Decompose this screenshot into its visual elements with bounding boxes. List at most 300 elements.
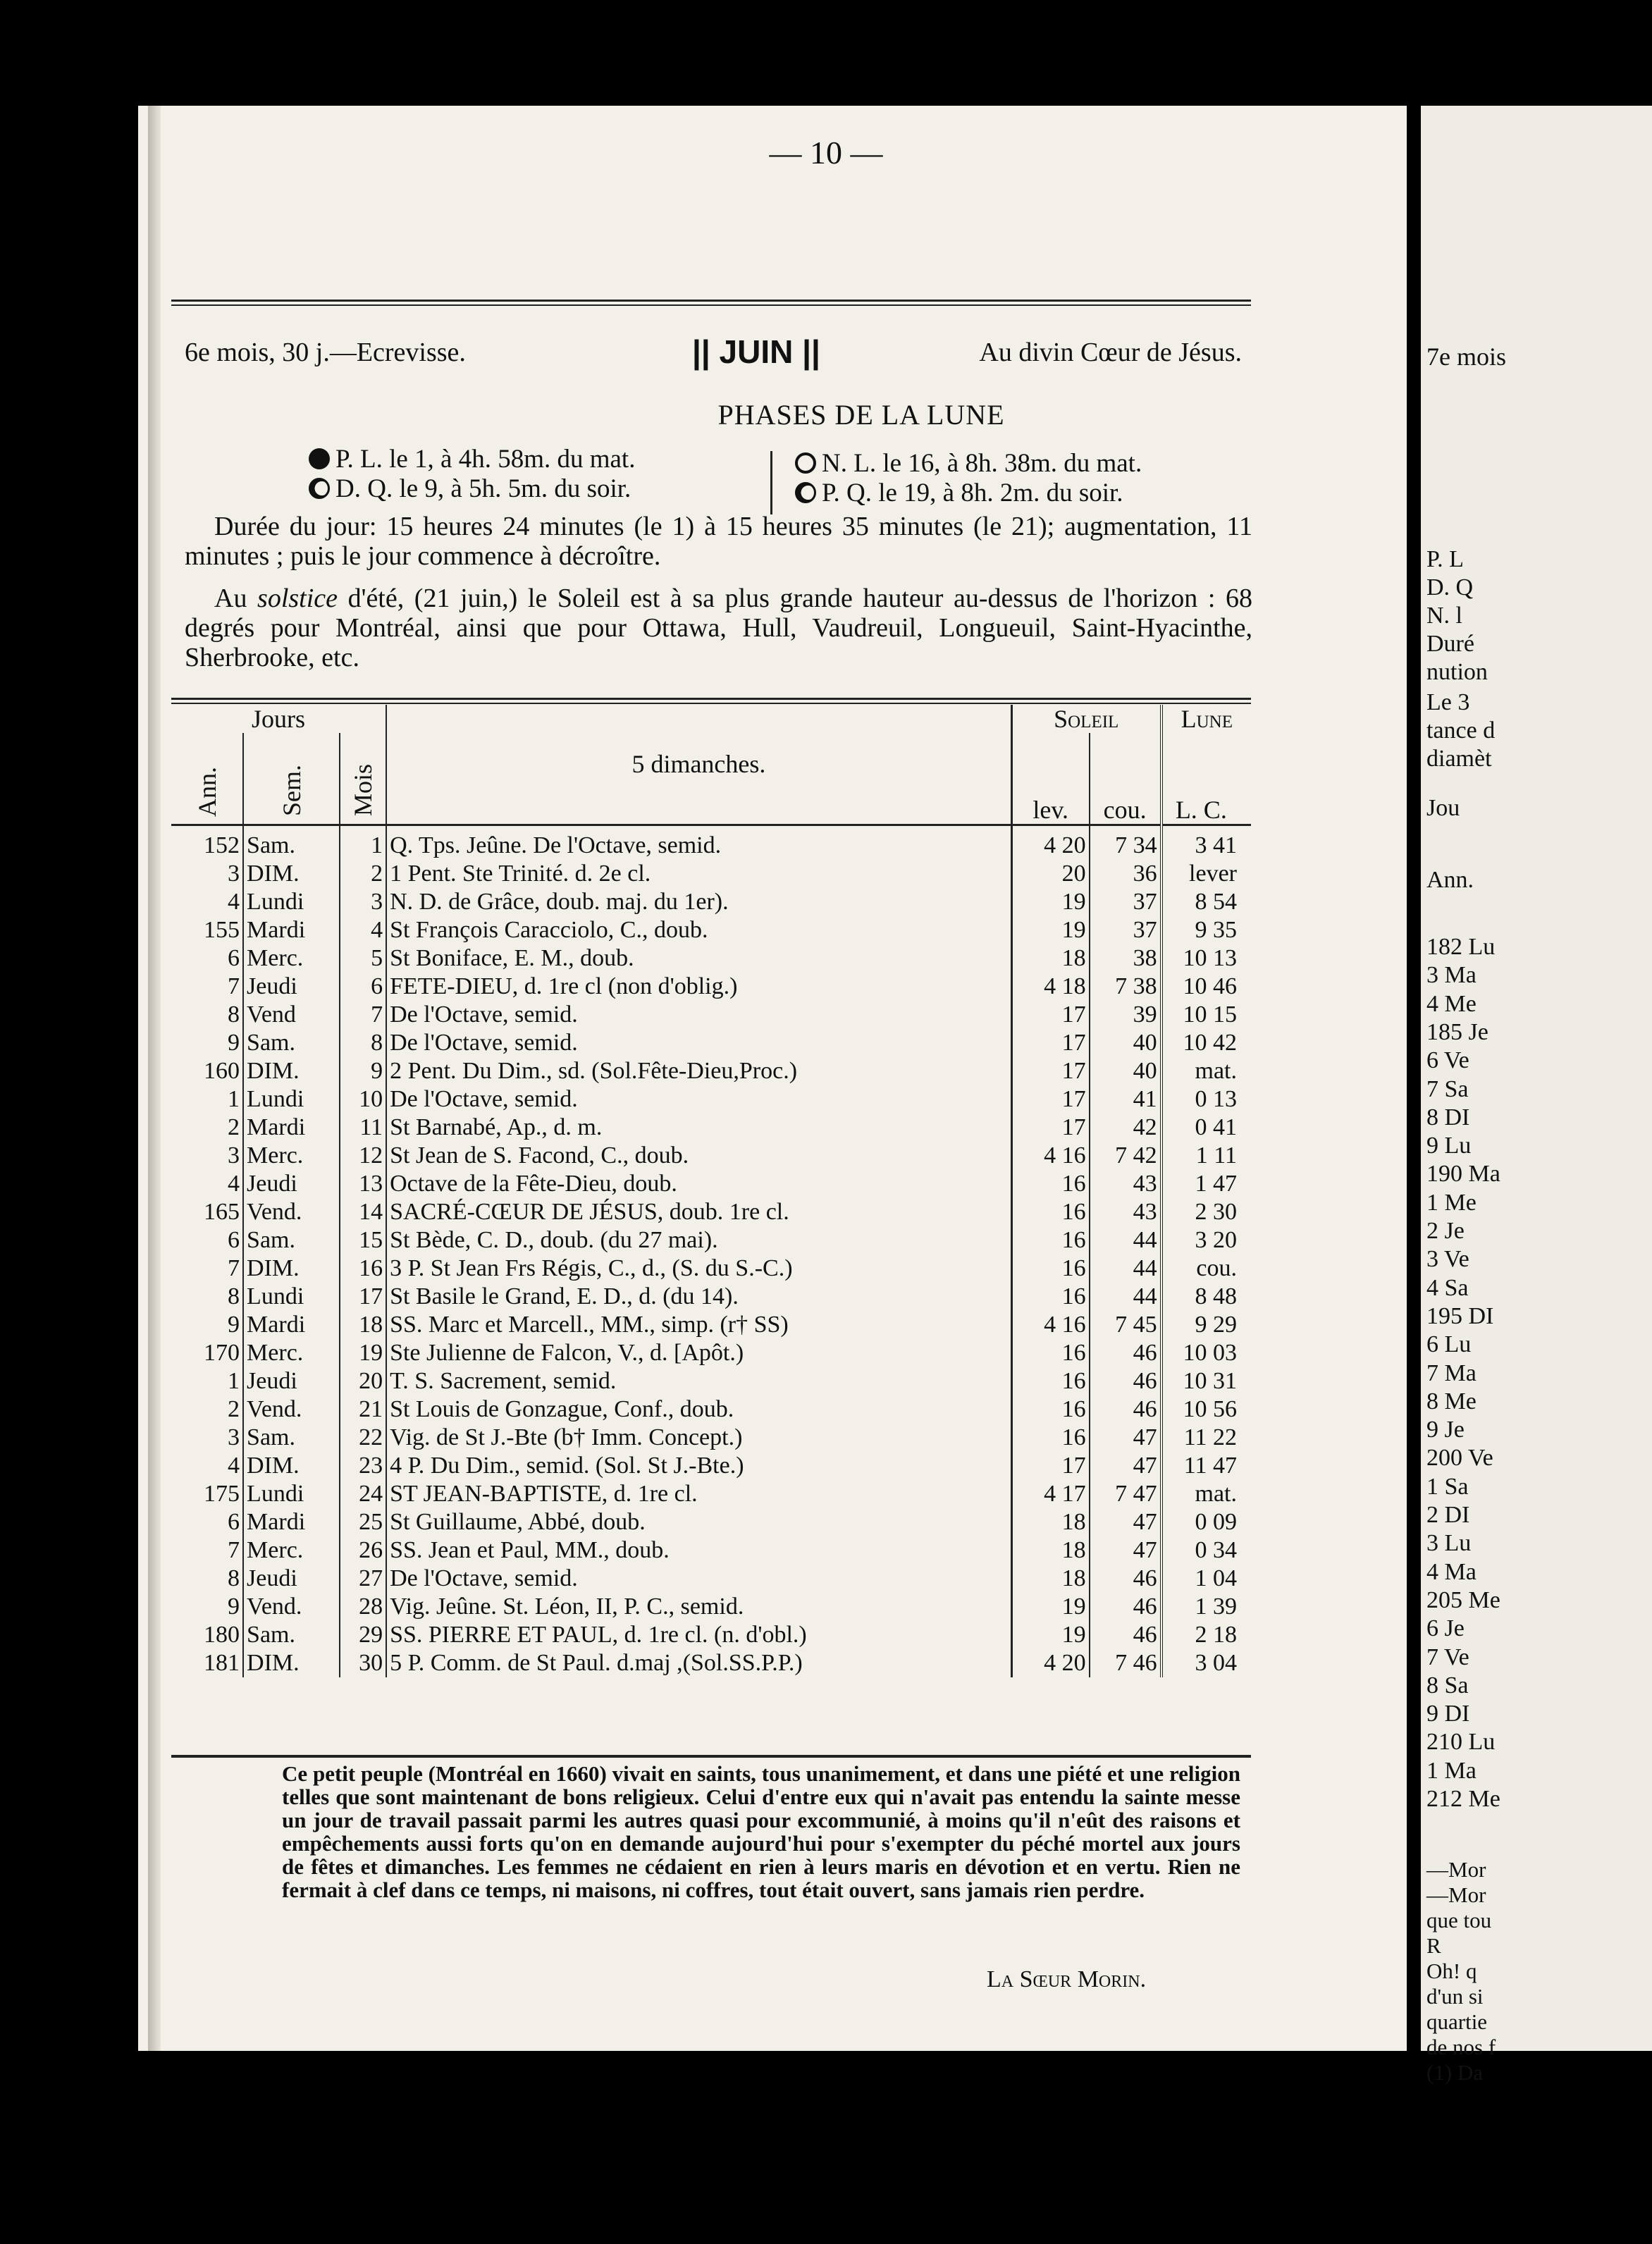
row-sem: Mardi	[243, 1114, 340, 1142]
row-lever: 4 16	[1011, 1311, 1089, 1339]
row-lever: 16	[1011, 1283, 1089, 1311]
row-ann: 7	[171, 973, 243, 1001]
quarter-moon-icon	[309, 478, 330, 499]
table-row	[171, 1198, 1251, 1226]
right-page-line: 8 Sa	[1426, 1672, 1469, 1699]
table-row	[171, 944, 1251, 973]
table-row	[171, 1339, 1251, 1367]
right-page-line: nution	[1426, 659, 1488, 685]
row-entry: 5 P. Comm. de St Paul. d.maj ,(Sol.SS.P.P.)	[386, 1649, 1011, 1677]
right-page-line: de nos f	[1426, 2035, 1496, 2059]
top-rule	[171, 300, 1251, 306]
row-lune: 2 30	[1195, 1198, 1237, 1225]
table-row	[171, 1226, 1251, 1254]
right-page-line: N. l	[1426, 603, 1462, 629]
row-ann: 3	[171, 860, 243, 888]
row-entry: ST JEAN-BAPTISTE, d. 1re cl.	[386, 1480, 1011, 1508]
right-page-line: 1 Sa	[1426, 1473, 1469, 1500]
row-lune: 11 22	[1183, 1424, 1237, 1450]
table-row	[171, 1085, 1251, 1114]
row-lever: 4 20	[1011, 825, 1089, 860]
row-mois: 20	[340, 1367, 386, 1395]
row-lever: 19	[1011, 916, 1089, 944]
row-lever: 16	[1011, 1339, 1089, 1367]
row-mois: 22	[340, 1424, 386, 1452]
row-mois: 17	[340, 1283, 386, 1311]
right-page-line: 9 DI	[1426, 1701, 1470, 1727]
row-sem: Mardi	[243, 916, 340, 944]
row-mois: 8	[340, 1029, 386, 1057]
table-row	[171, 1565, 1251, 1593]
row-coucher: 40	[1090, 1057, 1161, 1085]
right-page-header: 7e mois	[1426, 343, 1506, 371]
phase-full-moon	[309, 444, 635, 474]
row-sem: Sam.	[243, 1029, 340, 1057]
row-mois: 26	[340, 1536, 386, 1565]
row-ann: 8	[171, 1565, 243, 1593]
table-row	[171, 1114, 1251, 1142]
jours-header: Jours	[171, 705, 386, 733]
row-entry: T. S. Sacrement, semid.	[386, 1367, 1011, 1395]
full-moon-icon	[309, 448, 330, 469]
row-coucher: 39	[1090, 1001, 1161, 1029]
table-row	[171, 1283, 1251, 1311]
row-coucher: 46	[1090, 1565, 1161, 1593]
row-coucher: 7 34	[1090, 825, 1161, 860]
row-lever: 16	[1011, 1198, 1089, 1226]
row-coucher: 46	[1090, 1395, 1161, 1424]
row-sem: Lundi	[243, 1085, 340, 1114]
row-mois: 25	[340, 1508, 386, 1536]
row-lune: 3 20	[1195, 1226, 1237, 1253]
row-mois: 29	[340, 1621, 386, 1649]
row-sem: Merc.	[243, 1142, 340, 1170]
row-entry: SS. Jean et Paul, MM., doub.	[386, 1536, 1011, 1565]
row-lune: 10 13	[1183, 944, 1237, 971]
solstice-paragraph	[185, 584, 1252, 672]
right-page-line: Le 3	[1426, 689, 1470, 715]
day-length-paragraph: Durée du jour: 15 heures 24 minutes (le 1) à 15 heures 35 minutes (le 21); augmentation, 11 minutes ; puis le jour commence à décroître.	[185, 512, 1252, 571]
row-coucher: 46	[1090, 1367, 1161, 1395]
row-entry: St Barnabé, Ap., d. m.	[386, 1114, 1011, 1142]
right-page-line: que tou	[1426, 1908, 1492, 1932]
row-entry: Ste Julienne de Falcon, V., d. [Apôt.)	[386, 1339, 1011, 1367]
row-lune: 10 42	[1183, 1029, 1237, 1056]
right-page-line: tance d	[1426, 717, 1496, 744]
row-lune: 9 29	[1195, 1311, 1237, 1338]
solstice-rest: d'été, (21 juin,) le Soleil est à sa plus grande hauteur au-dessus de l'horizon : 68 degrés pour Montréal, ainsi que pour Ottawa, Hull, Vaudreuil, Longueuil, Saint-Hyacinthe, Sherbrooke, etc.	[185, 584, 1252, 672]
row-coucher: 47	[1090, 1424, 1161, 1452]
row-entry: FETE-DIEU, d. 1re cl (non d'oblig.)	[386, 973, 1011, 1001]
row-sem: Jeudi	[243, 1367, 340, 1395]
row-entry: St Boniface, E. M., doub.	[386, 944, 1011, 973]
row-ann: 6	[171, 944, 243, 973]
row-lever: 17	[1011, 1029, 1089, 1057]
row-ann: 165	[171, 1198, 243, 1226]
row-coucher: 7 38	[1090, 973, 1161, 1001]
row-lune: 0 34	[1195, 1536, 1237, 1563]
soleil-header: Soleil	[1011, 705, 1161, 733]
solstice-word: solstice	[257, 584, 338, 613]
right-page-line: 200 Ve	[1426, 1445, 1493, 1472]
table-row	[171, 1593, 1251, 1621]
row-coucher: 47	[1090, 1452, 1161, 1480]
row-mois: 2	[340, 860, 386, 888]
right-page-line: quartie	[1426, 2009, 1488, 2034]
row-entry: De l'Octave, semid.	[386, 1085, 1011, 1114]
row-lune: 0 09	[1195, 1508, 1237, 1535]
row-sem: Jeudi	[243, 1565, 340, 1593]
right-page-line: 182 Lu	[1426, 934, 1496, 960]
row-lever: 18	[1011, 1508, 1089, 1536]
row-mois: 16	[340, 1254, 386, 1283]
row-ann: 8	[171, 1283, 243, 1311]
row-coucher: 7 47	[1090, 1480, 1161, 1508]
phases-title: PHASES DE LA LUNE	[717, 399, 1005, 431]
row-ann: 1	[171, 1085, 243, 1114]
row-lever: 18	[1011, 1565, 1089, 1593]
row-ann: 180	[171, 1621, 243, 1649]
right-page-line: 195 DI	[1426, 1302, 1494, 1329]
right-page-line: 190 Ma	[1426, 1161, 1500, 1188]
row-sem: DIM.	[243, 1649, 340, 1677]
row-lune: 0 13	[1195, 1085, 1237, 1112]
calendar-table	[171, 705, 1251, 1677]
row-lever: 16	[1011, 1254, 1089, 1283]
phase-separator	[770, 451, 772, 514]
row-coucher: 47	[1090, 1508, 1161, 1536]
row-entry: St Jean de S. Facond, C., doub.	[386, 1142, 1011, 1170]
right-page-line: 2 Je	[1426, 1218, 1465, 1244]
table-row	[171, 1367, 1251, 1395]
row-entry: St Basile le Grand, E. D., d. (du 14).	[386, 1283, 1011, 1311]
calendar-body	[171, 825, 1251, 1677]
row-lever: 17	[1011, 1452, 1089, 1480]
row-sem: DIM.	[243, 860, 340, 888]
row-mois: 12	[340, 1142, 386, 1170]
right-page-line: 3 Ve	[1426, 1246, 1469, 1273]
table-row	[171, 825, 1251, 860]
row-mois: 14	[340, 1198, 386, 1226]
row-mois: 28	[340, 1593, 386, 1621]
row-mois: 15	[340, 1226, 386, 1254]
row-ann: 8	[171, 1001, 243, 1029]
right-page-line: —Mor	[1426, 1857, 1486, 1882]
row-mois: 4	[340, 916, 386, 944]
table-bottom-rule	[171, 1755, 1251, 1758]
table-row	[171, 1254, 1251, 1283]
row-mois: 23	[340, 1452, 386, 1480]
right-page-line: d'un si	[1426, 1984, 1484, 2009]
right-page-line: 8 DI	[1426, 1104, 1470, 1130]
row-sem: Merc.	[243, 944, 340, 973]
table-row	[171, 1001, 1251, 1029]
row-lune: 11 47	[1183, 1452, 1237, 1479]
row-sem: Sam.	[243, 1226, 340, 1254]
row-ann: 2	[171, 1114, 243, 1142]
row-lever: 17	[1011, 1057, 1089, 1085]
lev-header: lev.	[1011, 733, 1089, 825]
row-lune: 1 11	[1195, 1142, 1237, 1169]
row-coucher: 43	[1090, 1170, 1161, 1198]
row-sem: Mardi	[243, 1508, 340, 1536]
row-mois: 10	[340, 1085, 386, 1114]
row-coucher: 44	[1090, 1254, 1161, 1283]
phase-nl-text: N. L. le 16, à 8h. 38m. du mat.	[822, 449, 1142, 478]
table-row	[171, 1142, 1251, 1170]
phase-pq-text: P. Q. le 19, à 8h. 2m. du soir.	[822, 479, 1123, 507]
row-sem: Sam.	[243, 1621, 340, 1649]
right-page-line: 205 Me	[1426, 1586, 1500, 1613]
row-entry: Vig. Jeûne. St. Léon, II, P. C., semid.	[386, 1593, 1011, 1621]
phase-first-quarter	[795, 478, 1123, 508]
row-entry: 3 P. St Jean Frs Régis, C., d., (S. du S.-C.)	[386, 1254, 1011, 1283]
row-lune: 10 56	[1183, 1395, 1237, 1422]
row-lune: 1 39	[1195, 1593, 1237, 1620]
row-entry: De l'Octave, semid.	[386, 1001, 1011, 1029]
row-coucher: 42	[1090, 1114, 1161, 1142]
phase-pl-text: P. L. le 1, à 4h. 58m. du mat.	[335, 445, 636, 474]
right-page-line: 2 DI	[1426, 1502, 1470, 1528]
mois-label: Mois	[349, 764, 378, 817]
row-coucher: 47	[1090, 1536, 1161, 1565]
right-page-line: D. Q	[1426, 574, 1474, 600]
ann-header	[171, 733, 243, 825]
row-coucher: 40	[1090, 1029, 1161, 1057]
row-ann: 4	[171, 1170, 243, 1198]
right-page-line: —Mor	[1426, 1882, 1486, 1907]
quarter-moon-icon	[795, 482, 816, 503]
row-mois: 27	[340, 1565, 386, 1593]
row-sem: DIM.	[243, 1452, 340, 1480]
row-sem: DIM.	[243, 1254, 340, 1283]
table-top-rule	[171, 698, 1251, 704]
row-entry: 2 Pent. Du Dim., sd. (Sol.Fête-Dieu,Proc.)	[386, 1057, 1011, 1085]
row-entry: N. D. de Grâce, doub. maj. du 1er).	[386, 888, 1011, 916]
row-entry: St Bède, C. D., doub. (du 27 mai).	[386, 1226, 1011, 1254]
row-lever: 19	[1011, 888, 1089, 916]
row-coucher: 36	[1090, 860, 1161, 888]
row-coucher: 38	[1090, 944, 1161, 973]
row-mois: 30	[340, 1649, 386, 1677]
sem-label: Sem.	[277, 765, 306, 817]
right-page-line: 6 Je	[1426, 1615, 1465, 1642]
table-row	[171, 1536, 1251, 1565]
right-page-line: 1 Ma	[1426, 1757, 1477, 1784]
row-coucher: 44	[1090, 1283, 1161, 1311]
row-ann: 175	[171, 1480, 243, 1508]
row-ann: 170	[171, 1339, 243, 1367]
row-lune: 3 04	[1195, 1649, 1237, 1676]
row-lune: 8 48	[1195, 1283, 1237, 1309]
row-sem: Mardi	[243, 1311, 340, 1339]
row-mois: 5	[340, 944, 386, 973]
page-spine	[148, 106, 161, 2051]
signature: La Sœur Morin.	[987, 1966, 1147, 1992]
row-ann: 6	[171, 1226, 243, 1254]
row-lever: 16	[1011, 1170, 1089, 1198]
row-entry: SACRÉ-CŒUR DE JÉSUS, doub. 1re cl.	[386, 1198, 1011, 1226]
ann-label: Ann.	[192, 766, 221, 817]
row-entry: De l'Octave, semid.	[386, 1029, 1011, 1057]
row-coucher: 46	[1090, 1621, 1161, 1649]
row-sem: Jeudi	[243, 1170, 340, 1198]
row-sem: Vend	[243, 1001, 340, 1029]
row-mois: 21	[340, 1395, 386, 1424]
right-page-line: 6 Ve	[1426, 1047, 1469, 1074]
row-entry: St François Caracciolo, C., doub.	[386, 916, 1011, 944]
row-mois: 24	[340, 1480, 386, 1508]
right-page-line: 185 Je	[1426, 1018, 1488, 1045]
row-lune: mat.	[1195, 1480, 1237, 1507]
row-ann: 160	[171, 1057, 243, 1085]
right-page-line: 4 Sa	[1426, 1274, 1469, 1301]
row-lever: 17	[1011, 1001, 1089, 1029]
row-mois: 11	[340, 1114, 386, 1142]
row-lever: 18	[1011, 944, 1089, 973]
row-entry: SS. Marc et Marcell., MM., simp. (r† SS)	[386, 1311, 1011, 1339]
table-row	[171, 1452, 1251, 1480]
right-page-line: 9 Lu	[1426, 1133, 1472, 1159]
right-page-fragment	[1421, 106, 1652, 2085]
row-sem: Sam.	[243, 1424, 340, 1452]
row-coucher: 37	[1090, 888, 1161, 916]
row-ann: 9	[171, 1311, 243, 1339]
sem-header	[243, 733, 340, 825]
lune-header: Lune	[1181, 705, 1233, 733]
phase-new-moon	[795, 448, 1142, 479]
right-page-line: 3 Ma	[1426, 962, 1477, 989]
row-lune: 10 46	[1183, 973, 1237, 999]
page-number: — 10 —	[769, 135, 883, 171]
row-sem: Merc.	[243, 1339, 340, 1367]
row-lune: lever	[1189, 860, 1237, 887]
table-header-row	[171, 705, 1251, 733]
row-lune: 8 54	[1195, 888, 1237, 915]
footnote-quote: Ce petit peuple (Montréal en 1660) vivait en saints, tous unanimement, et dans une piété et une religion telles que sont maintenant de bons religieux. Celui d'entre eux qui n'avait pas entendu la sainte messe un jour de travail passait parmi les autres quasi pour excommunié, à moins qu'il n'eût des raisons et empêchements aussi forts qu'on en demande aujourd'hui pour s'exempter du péché mortel aux jours de fêtes et dimanches. Les femmes ne cédaient en rien à leurs maris en dévotion et en vertu. Rien ne fermait à clef dans ce temps, ni maisons, ni coffres, tout était ouvert, sans jamais rien perdre.	[282, 1761, 1240, 1902]
row-coucher: 37	[1090, 916, 1161, 944]
table-row	[171, 1029, 1251, 1057]
row-entry: 4 P. Du Dim., semid. (Sol. St J.-Bte.)	[386, 1452, 1011, 1480]
row-coucher: 7 42	[1090, 1142, 1161, 1170]
row-entry: St Guillaume, Abbé, doub.	[386, 1508, 1011, 1536]
right-page-line: diamèt	[1426, 746, 1492, 772]
row-ann: 6	[171, 1508, 243, 1536]
row-entry: Octave de la Fête-Dieu, doub.	[386, 1170, 1011, 1198]
row-coucher: 46	[1090, 1339, 1161, 1367]
right-page-line: 9 Je	[1426, 1417, 1465, 1443]
table-row	[171, 860, 1251, 888]
row-lever: 19	[1011, 1593, 1089, 1621]
row-entry: 1 Pent. Ste Trinité. d. 2e cl.	[386, 860, 1011, 888]
row-lune: 10 15	[1183, 1001, 1237, 1028]
row-coucher: 7 46	[1090, 1649, 1161, 1677]
table-row	[171, 1649, 1251, 1677]
table-row	[171, 1311, 1251, 1339]
row-sem: Lundi	[243, 888, 340, 916]
header-right: Au divin Cœur de Jésus.	[979, 338, 1242, 367]
row-lever: 4 16	[1011, 1142, 1089, 1170]
right-page-line: 4 Me	[1426, 990, 1477, 1017]
table-row	[171, 1508, 1251, 1536]
row-ann: 3	[171, 1142, 243, 1170]
row-sem: Jeudi	[243, 973, 340, 1001]
row-lever: 16	[1011, 1424, 1089, 1452]
row-coucher: 43	[1090, 1198, 1161, 1226]
row-lever: 4 17	[1011, 1480, 1089, 1508]
header-month: || JUIN ||	[692, 333, 820, 370]
row-lune: 10 03	[1183, 1339, 1237, 1366]
row-lune: 10 31	[1183, 1367, 1237, 1394]
phase-dq-text: D. Q. le 9, à 5h. 5m. du soir.	[335, 474, 631, 503]
row-mois: 19	[340, 1339, 386, 1367]
row-lever: 16	[1011, 1367, 1089, 1395]
right-page-line: (1) Da	[1426, 2060, 1484, 2085]
row-mois: 18	[340, 1311, 386, 1339]
header-left: 6e mois, 30 j.—Ecrevisse.	[185, 338, 466, 367]
new-moon-icon	[795, 452, 816, 474]
row-lever: 4 18	[1011, 973, 1089, 1001]
row-entry: Q. Tps. Jeûne. De l'Octave, semid.	[386, 825, 1011, 860]
right-page-line: 210 Lu	[1426, 1729, 1496, 1756]
row-lune: 1 47	[1195, 1170, 1237, 1197]
row-ann: 152	[171, 825, 243, 860]
row-lever: 18	[1011, 1536, 1089, 1565]
phase-last-quarter	[309, 474, 631, 504]
cou-header: cou.	[1090, 733, 1161, 825]
row-ann: 4	[171, 1452, 243, 1480]
row-sem: Lundi	[243, 1480, 340, 1508]
row-lune: mat.	[1195, 1057, 1237, 1084]
row-lever: 4 20	[1011, 1649, 1089, 1677]
row-lune: 3 41	[1195, 832, 1237, 858]
right-page-line: Oh! q	[1426, 1959, 1477, 1983]
row-mois: 13	[340, 1170, 386, 1198]
row-entry: SS. PIERRE ET PAUL, d. 1re cl. (n. d'obl.)	[386, 1621, 1011, 1649]
row-entry: De l'Octave, semid.	[386, 1565, 1011, 1593]
row-lune: cou.	[1196, 1254, 1237, 1281]
row-lune: 2 18	[1195, 1621, 1237, 1648]
row-lever: 16	[1011, 1395, 1089, 1424]
row-ann: 7	[171, 1536, 243, 1565]
row-sem: Vend.	[243, 1593, 340, 1621]
row-ann: 181	[171, 1649, 243, 1677]
right-page-line: Duré	[1426, 631, 1474, 657]
mois-header	[340, 733, 386, 825]
row-mois: 3	[340, 888, 386, 916]
row-lever: 20	[1011, 860, 1089, 888]
table-row	[171, 1395, 1251, 1424]
right-page-line: 6 Lu	[1426, 1331, 1472, 1358]
row-lever: 16	[1011, 1226, 1089, 1254]
row-lune: 9 35	[1195, 916, 1237, 943]
right-page-line: 7 Sa	[1426, 1075, 1469, 1102]
row-sem: Lundi	[243, 1283, 340, 1311]
table-row	[171, 1621, 1251, 1649]
row-lever: 17	[1011, 1114, 1089, 1142]
row-sem: Vend.	[243, 1395, 340, 1424]
table-row	[171, 1057, 1251, 1085]
right-page-line: 8 Me	[1426, 1388, 1477, 1414]
right-page-line: Ann.	[1426, 867, 1474, 893]
dimanches-header: 5 dimanches.	[386, 705, 1011, 825]
row-ann: 155	[171, 916, 243, 944]
right-page-line: 4 Ma	[1426, 1558, 1477, 1585]
row-coucher: 41	[1090, 1085, 1161, 1114]
row-coucher: 7 45	[1090, 1311, 1161, 1339]
row-lever: 17	[1011, 1085, 1089, 1114]
right-page-line: 7 Ma	[1426, 1360, 1477, 1386]
